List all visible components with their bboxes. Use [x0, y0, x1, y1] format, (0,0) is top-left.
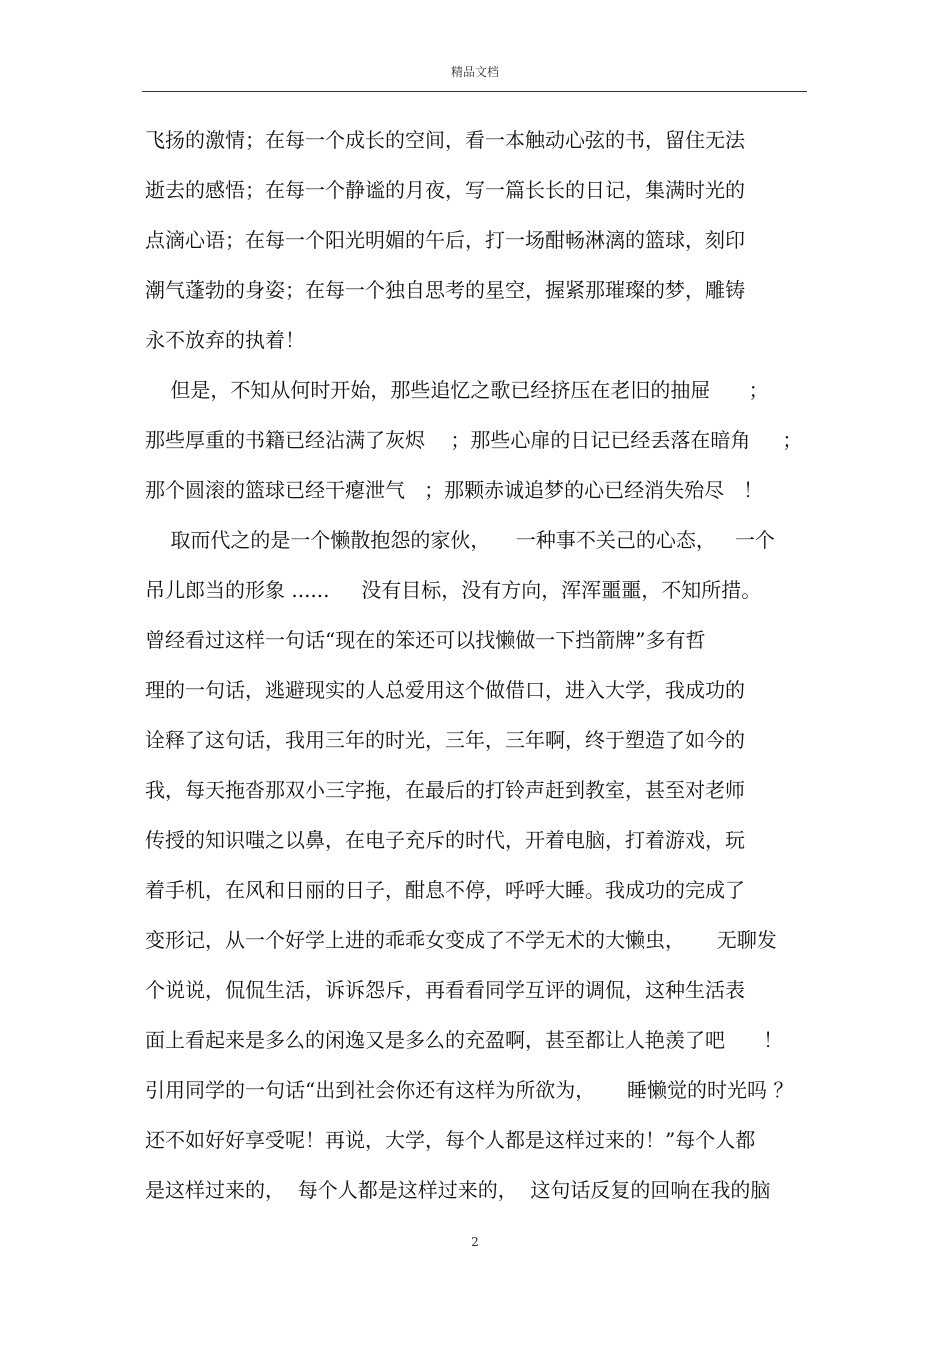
page-header: 精品文档 — [450, 65, 499, 79]
text-line: 飞扬的激情；在每一个成长的空间，看一本触动心弦的书，留住无法 — [145, 128, 745, 152]
text-line: 诠释了这句话，我用三年的时光，三年，三年啊，终于塑造了如今的 — [145, 728, 745, 752]
text-line: 那个圆滚的篮球已经干瘪泄气 ；那颗赤诚追梦的心已经消失殆尽 ！ — [145, 478, 764, 502]
text-line: 逝去的感悟；在每一个静谧的月夜，写一篇长长的日记，集满时光的 — [145, 178, 745, 202]
text-line: 取而代之的是一个懒散抱怨的家伙， 一种事不关己的心态， 一个 — [145, 528, 775, 552]
text-line: 着手机，在风和日丽的日子，酣息不停，呼呼大睡。我成功的完成了 — [145, 878, 745, 902]
page-number: 2 — [471, 1235, 479, 1249]
text-line: 潮气蓬勃的身姿；在每一个独自思考的星空，握紧那璀璨的梦，雕铸 — [145, 278, 745, 302]
text-line: 变形记，从一个好学上进的乖乖女变成了不学无术的大懒虫， 无聊发 — [145, 928, 777, 952]
text-line: 永不放弃的执着！ — [145, 328, 305, 352]
document-body — [145, 122, 810, 1222]
text-line: 传授的知识嗤之以鼻，在电子充斥的时代，开着电脑，打着游戏，玩 — [145, 828, 745, 852]
text-line: 面上看起来是多么的闲逸又是多么的充盈啊，甚至都让人艳羡了吧 ！ — [145, 1028, 784, 1052]
text-line: 引用同学的一句话“出到社会你还有这样为所欲为， 睡懒觉的时光吗 ？ — [145, 1078, 794, 1102]
header-divider — [142, 91, 807, 92]
text-line: 那些厚重的书籍已经沾满了灰烬 ；那些心扉的日记已经丢落在暗角 ； — [145, 428, 803, 452]
text-line: 但是，不知从何时开始，那些追忆之歌已经挤压在老旧的抽屉 ； — [145, 378, 769, 402]
text-line: 还不如好好享受呢！再说，大学，每个人都是这样过来的！”每个人都 — [145, 1128, 756, 1152]
text-line: 是这样过来的， 每个人都是这样过来的， 这句话反复的回响在我的脑 — [145, 1178, 771, 1202]
text-line: 点滴心语；在每一个阳光明媚的午后，打一场酣畅淋漓的篮球，刻印 — [145, 228, 745, 252]
text-line: 我，每天拖沓那双小三字拖，在最后的打铃声赶到教室，甚至对老师 — [145, 778, 745, 802]
text-line: 个说说，侃侃生活，诉诉怨斥，再看看同学互评的调侃，这种生活表 — [145, 978, 745, 1002]
text-line: 吊儿郎当的形象 ...... 没有目标，没有方向，浑浑噩噩，不知所措。 — [145, 578, 762, 602]
text-line: 曾经看过这样一句话“现在的笨还可以找懒做一下挡箭牌”多有哲 — [145, 628, 706, 652]
text-line: 理的一句话，逃避现实的人总爱用这个做借口，进入大学，我成功的 — [145, 678, 745, 702]
